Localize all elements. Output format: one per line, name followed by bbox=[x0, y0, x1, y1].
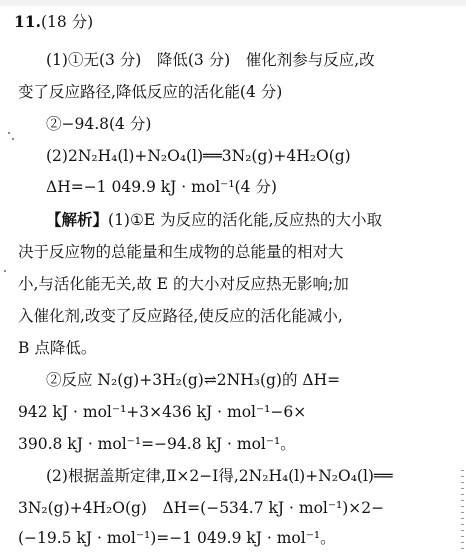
scan-speck bbox=[4, 270, 6, 272]
analysis-text-1: (1)①E 为反应的活化能,反应热的大小取 bbox=[108, 211, 383, 229]
scan-speck bbox=[8, 132, 10, 134]
answer-line-4: (2)2N₂H₄(l)+N₂O₄(l)══3N₂(g)+4H₂O(g) bbox=[46, 147, 351, 165]
analysis-line-6: ②反应 N₂(g)+3H₂(g)⇌2NH₃(g)的 ΔH= bbox=[46, 371, 341, 389]
answer-line-3: ②−94.8(4 分) bbox=[46, 115, 152, 133]
question-number: 11. bbox=[14, 12, 41, 31]
page-edge-dots bbox=[461, 470, 464, 550]
analysis-line-5: B 点降低。 bbox=[18, 339, 97, 357]
answer-line-1: (1)①无(3 分) 降低(3 分) 催化剂参与反应,改 bbox=[46, 51, 375, 69]
analysis-tag: 【解析】 bbox=[46, 210, 109, 229]
scan-speck bbox=[12, 138, 14, 140]
answer-line-5: ΔH=−1 049.9 kJ · mol⁻¹(4 分) bbox=[46, 178, 277, 196]
analysis-line-9: (2)根据盖斯定律,Ⅱ×2−Ⅰ得,2N₂H₄(l)+N₂O₄(l)══ bbox=[46, 467, 393, 485]
cropped-header-strip bbox=[0, 0, 466, 6]
analysis-line-7: 942 kJ · mol⁻¹+3×436 kJ · mol⁻¹−6× bbox=[18, 403, 307, 421]
answer-line-2: 变了反应路径,降低反应的活化能(4 分) bbox=[18, 83, 283, 101]
question-score: (18 分) bbox=[40, 13, 94, 31]
analysis-line-4: 入催化剂,改变了反应路径,使反应的活化能减小, bbox=[18, 307, 343, 325]
analysis-line-1 bbox=[46, 210, 382, 230]
analysis-line-2: 决于反应物的总能量和生成物的总能量的相对大 bbox=[18, 243, 344, 261]
analysis-line-8: 390.8 kJ · mol⁻¹=−94.8 kJ · mol⁻¹。 bbox=[18, 435, 296, 453]
question-header bbox=[14, 12, 93, 32]
analysis-line-10: 3N₂(g)+4H₂O(g) ΔH=(−534.7 kJ · mol⁻¹)×2− bbox=[18, 499, 385, 517]
analysis-line-11: (−19.5 kJ · mol⁻¹)=−1 049.9 kJ · mol⁻¹。 bbox=[18, 529, 336, 547]
analysis-line-3: 小,与活化能无关,故 E 的大小对反应热无影响;加 bbox=[18, 275, 349, 293]
